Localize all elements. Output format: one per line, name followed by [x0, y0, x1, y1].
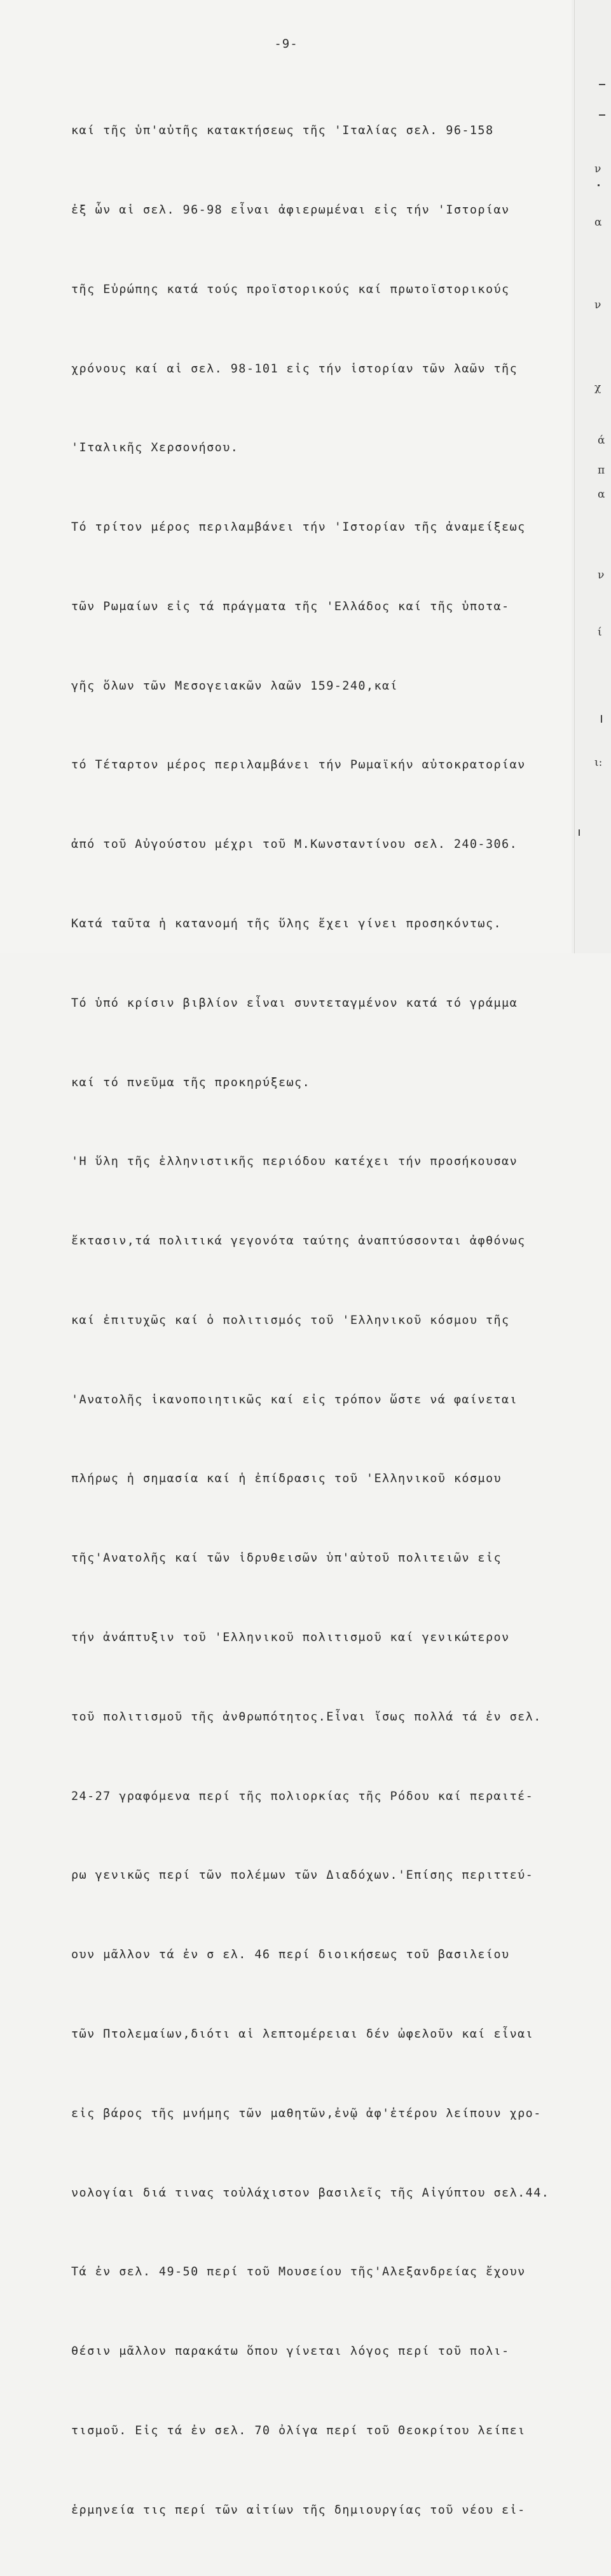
text-line: τισμοῦ. Εἰς τά ἐν σελ. 70 ὀλίγα περί τοῦ Θεοκρίτου λείπει: [71, 2423, 526, 2437]
edge-mark: [598, 184, 600, 186]
margin-note: α: [594, 216, 602, 229]
text-line: τῆς Εὐρώπης κατά τούς προϊστορικούς καί πρωτοϊστορικούς: [71, 282, 510, 296]
text-line: 'Ανατολῆς ἱκανοποιητικῶς καί εἰς τρόπον ὥστε νά φαίνεται: [71, 1393, 518, 1407]
margin-note: ν: [594, 163, 601, 175]
text-line: Τό τρίτον μέρος περιλαμβάνει τήν 'Ιστορίαν τῆς ἀναμείξεως: [71, 521, 526, 535]
text-line: ρω γενικῶς περί τῶν πολέμων τῶν Διαδόχων.'Επίσης περιττεύ-: [71, 1869, 534, 1883]
text-line: Τό ὑπό κρίσιν βιβλίον εἶναι συντεταγμένον κατά τό γράμμα: [71, 996, 518, 1010]
text-line: εἰς βάρος τῆς μνήμης τῶν μαθητῶν,ἐνῷ ἀφ'ἑτέρου λείπουν χρο-: [71, 2106, 542, 2120]
text-line: τῶν Πτολεμαίων,διότι αἱ λεπτομέρειαι δέν ὠφελοῦν καί εἶναι: [71, 2027, 534, 2041]
text-line: τήν ἀνάπτυξιν τοῦ 'Ελληνικοῦ πολιτισμοῦ καί γενικώτερον: [71, 1631, 510, 1645]
text-line: Τά ἐν σελ. 49-50 περί τοῦ Μουσείου τῆς'Αλεξανδρείας ἔχουν: [71, 2265, 526, 2279]
edge-mark: [599, 84, 605, 85]
edge-mark: [599, 114, 605, 116]
text-line: γῆς ὅλων τῶν Μεσογειακῶν λαῶν 159-240,καί: [71, 679, 399, 693]
margin-note: χ: [594, 381, 601, 394]
text-line: 'Ιταλικῆς Χερσονήσου.: [71, 441, 239, 455]
text-line: 24-27 γραφόμενα περί τῆς πολιορκίας τῆς Ρόδου καί περαιτέ-: [71, 1789, 534, 1803]
typewritten-body: [71, 65, 573, 2576]
margin-note: π: [598, 464, 605, 477]
text-line: τό Τέταρτον μέρος περιλαμβάνει τήν Ρωμαϊκήν αὐτοκρατορίαν: [71, 758, 526, 772]
text-line: τῆς'Ανατολῆς καί τῶν ἱδρυθεισῶν ὑπ'αὐτοῦ πολιτειῶν εἰς: [71, 1551, 502, 1565]
margin-note: α: [598, 488, 605, 501]
margin-note: ν: [594, 299, 601, 311]
page-number: -9-: [274, 37, 298, 51]
margin-note: ι:: [594, 756, 603, 769]
edge-mark: [579, 829, 580, 836]
text-line: ουν μᾶλλον τά ἐν σ ελ. 46 περί διοικήσεως τοῦ βασιλείου: [71, 1948, 510, 1962]
text-line: τοῦ πολιτισμοῦ τῆς ἀνθρωπότητος.Εἶναι ἴσως πολλά τά ἐν σελ.: [71, 1710, 542, 1724]
text-line: καί ἐπιτυχῶς καί ὁ πολιτισμός τοῦ 'Ελληνικοῦ κόσμου τῆς: [71, 1313, 510, 1327]
text-line: ἀπό τοῦ Αὐγούστου μέχρι τοῦ Μ.Κωνσταντίνου σελ. 240-306.: [71, 838, 518, 852]
text-line: ἑρμηνεία τις περί τῶν αἰτίων τῆς δημιουργίας τοῦ νέου εἰ-: [71, 2503, 526, 2517]
text-line: πλήρως ἡ σημασία καί ἡ ἐπίδρασις τοῦ 'Ελληνικοῦ κόσμου: [71, 1472, 502, 1486]
margin-note: ν: [598, 569, 605, 582]
text-line: 'Η ὕλη τῆς ἑλληνιστικῆς περιόδου κατέχει τήν προσήκουσαν: [71, 1155, 518, 1169]
text-line: χρόνους καί αἱ σελ. 98-101 εἰς τήν ἱστορίαν τῶν λαῶν τῆς: [71, 362, 518, 376]
facing-page-edge: [572, 0, 611, 953]
text-line: Κατά ταῦτα ἡ κατανομή τῆς ὕλης ἔχει γίνει προσηκόντως.: [71, 917, 502, 930]
text-line: θέσιν μᾶλλον παρακάτω ὅπου γίνεται λόγος περί τοῦ πολι-: [71, 2345, 510, 2359]
text-line: ἐξ ὧν αἱ σελ. 96-98 εἶναι ἀφιερωμέναι εἰς τήν 'Ιστορίαν: [71, 203, 510, 217]
margin-note: ί: [598, 626, 602, 639]
text-line: καί τῆς ὑπ'αὐτῆς κατακτήσεως τῆς 'Ιταλίας σελ. 96-158: [71, 124, 494, 138]
text-line: νολογίαι διά τινας τοὐλάχιστον βασιλεῖς τῆς Αἰγύπτου σελ.44.: [71, 2186, 550, 2200]
text-line: καί τό πνεῦμα τῆς προκηρύξεως.: [71, 1075, 311, 1089]
page-fold-line: [574, 0, 575, 953]
edge-mark: [601, 715, 602, 723]
text-line: τῶν Ρωμαίων εἰς τά πράγματα τῆς 'Ελλάδος καί τῆς ὑποτα-: [71, 599, 510, 613]
margin-note: ά: [598, 434, 605, 447]
text-line: ἔκτασιν,τά πολιτικά γεγονότα ταύτης ἀναπτύσσονται ἀφθόνως: [71, 1234, 526, 1248]
